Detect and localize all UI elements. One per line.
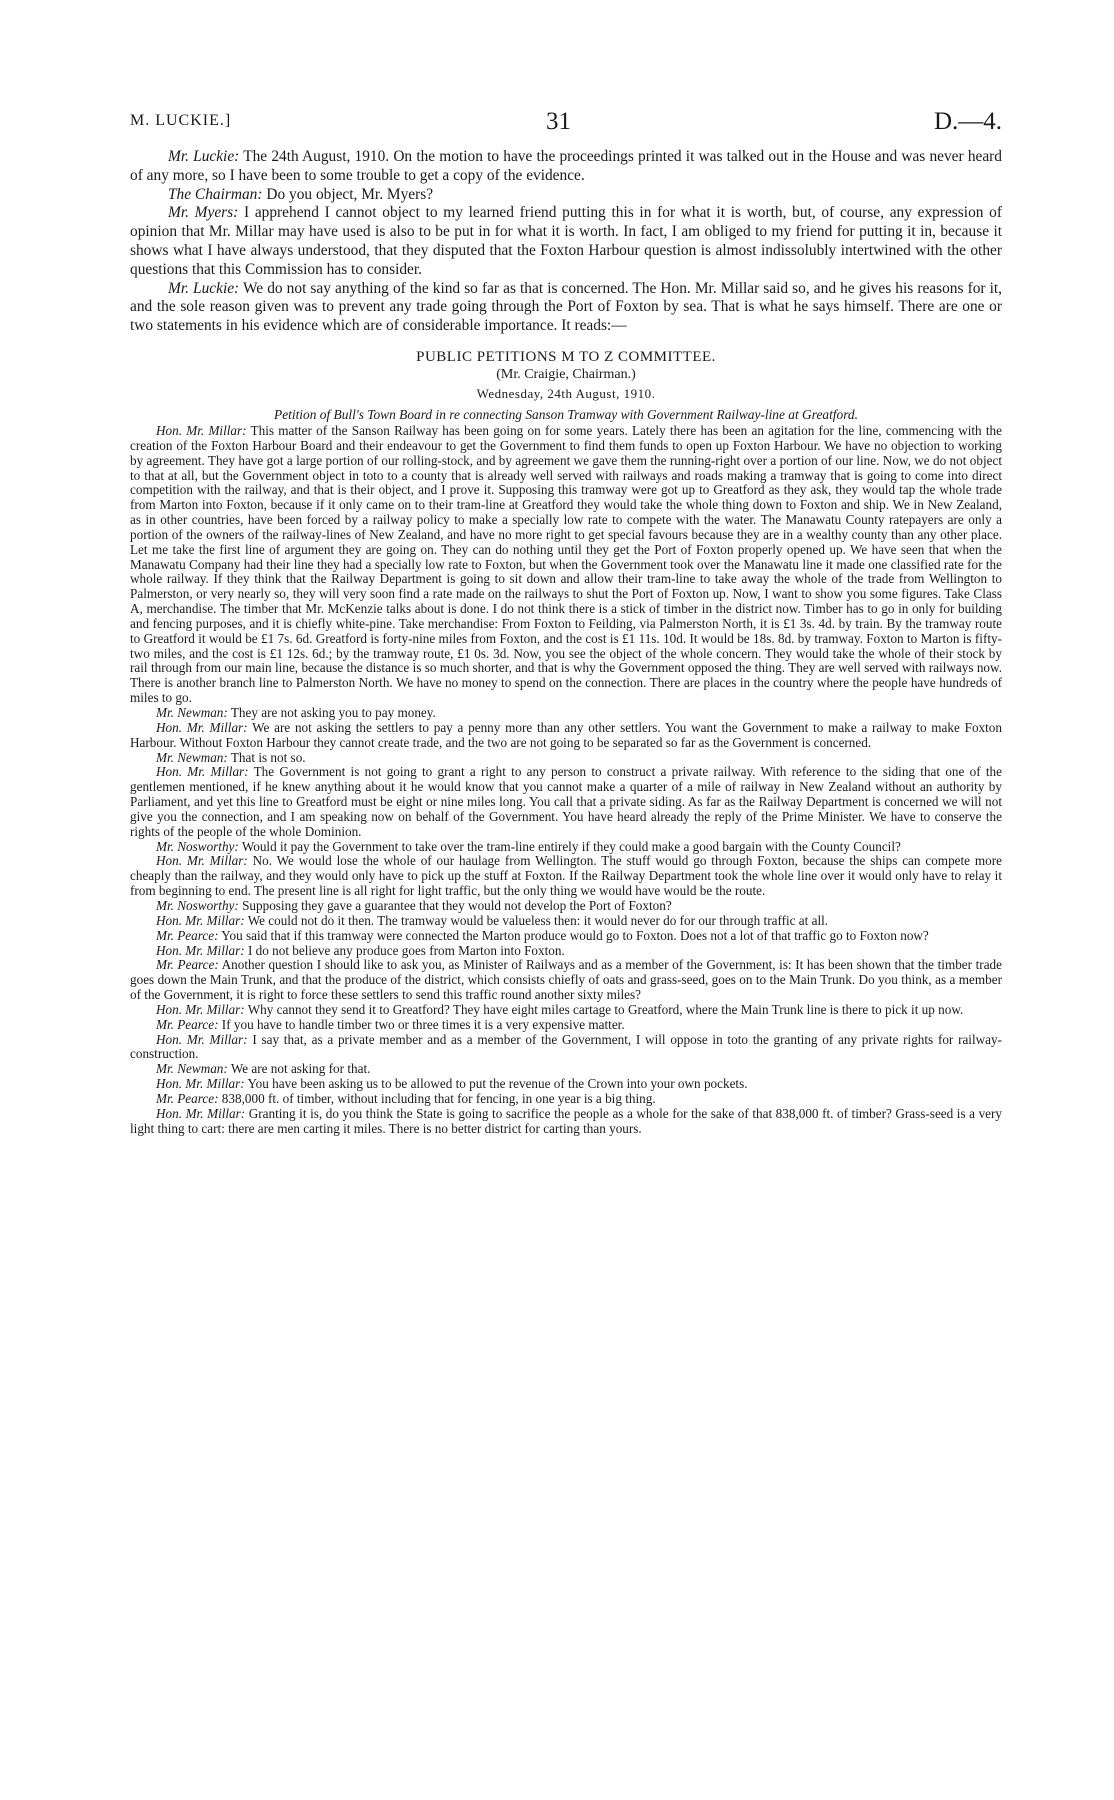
evidence-paragraph — [130, 958, 1002, 1003]
page-header — [130, 108, 1002, 148]
speaker: Mr. Luckie: — [168, 279, 240, 297]
evidence-paragraph — [130, 854, 1002, 899]
speaker: Mr. Newman: — [156, 1061, 228, 1077]
document-page — [130, 108, 1002, 1136]
paragraph — [130, 280, 1002, 336]
speaker: Hon. Mr. Millar: — [156, 719, 248, 735]
speech: 838,000 ft. of timber, without including that for fencing, in one year is a big thing. — [218, 1090, 656, 1106]
evidence-paragraph — [130, 1107, 1002, 1137]
speaker: Mr. Luckie: — [168, 148, 240, 165]
speaker: Hon. Mr. Millar: — [156, 1105, 246, 1121]
speech: If you have to handle timber two or three times it is a very expensive matter. — [218, 1016, 625, 1032]
speech: Do you object, Mr. Myers? — [262, 185, 434, 203]
speaker: The Chairman: — [168, 185, 263, 203]
evidence-paragraph — [130, 765, 1002, 839]
speech: Would it pay the Government to take over the tram-line entirely if they could make a good bargain with the County Council? — [238, 838, 901, 854]
evidence-paragraph — [130, 944, 1002, 959]
evidence-paragraph — [130, 424, 1002, 706]
speech: We are not asking the settlers to pay a penny more than any other settlers. You want the Government to make a railway to make Foxton Harbour. Without Foxton Harbour they cannot create trade, and the two are not going to be separated so far as the Government is concerned. — [130, 719, 1002, 750]
speaker: Hon. Mr. Millar: — [156, 1001, 245, 1017]
speech: Granting it is, do you think the State is going to sacrifice the people as a whole for the sake of that 838,000 ft. of timber? Grass-seed is a very light thing to cart: there are men carting it miles. There is no better district for carting than yours. — [130, 1105, 1002, 1136]
paragraph — [130, 204, 1002, 279]
speaker: Hon. Mr. Millar: — [156, 1076, 245, 1092]
evidence-paragraph — [130, 1018, 1002, 1033]
speaker: Mr. Nosworthy: — [156, 838, 239, 854]
evidence-paragraph — [130, 899, 1002, 914]
speaker: Mr. Newman: — [156, 705, 228, 720]
speaker: Mr. Pearce: — [156, 1016, 219, 1032]
speech: The 24th August, 1910. On the motion to have the proceedings printed it was talked out in the House and was never heard of any more, so I have been to some trouble to get a copy of the evidence. — [130, 148, 1002, 184]
evidence-paragraph — [130, 840, 1002, 855]
paragraph — [130, 186, 1002, 205]
evidence-paragraph — [130, 706, 1002, 721]
committee-chairman: (Mr. Craigie, Chairman.) — [496, 366, 636, 382]
petition-title: Petition of Bull's Town Board in re connecting Sanson Tramway with Government Railway-line at Greatford. — [274, 406, 858, 422]
speaker: Hon. Mr. Millar: — [156, 942, 245, 958]
speech: I do not believe any produce goes from Marton into Foxton. — [244, 942, 565, 958]
speech: I apprehend I cannot object to my learned friend putting this in for what it is worth, but, of course, any expression of opinion that Mr. Millar may have used is also to be put in for what it is worth. In fact, I am obliged to my friend for putting it in, because it shows what I have always understood, that they disputed that the Foxton Harbour question is almost indissolubly intertwined with the other questions that this Commission has to consider. — [130, 204, 1002, 278]
document-code: D.—4. — [933, 108, 1002, 135]
evidence-paragraph — [130, 1077, 1002, 1092]
speech: Another question I should like to ask you, as Minister of Railways and as a member of the Government, is: It has been shown that the timber trade goes down the Main Trunk, and that the produce of the district, which consists chiefly of oats and grass-seed, goes on to the Main Trunk. Do you think, as a member of the Government, it is right to force these settlers to send this traffic round another sixty miles? — [130, 957, 1002, 1003]
speech: We are not asking for that. — [227, 1061, 371, 1077]
paragraph — [130, 148, 1002, 186]
speaker: Mr. Pearce: — [156, 1090, 219, 1106]
speaker: Mr. Newman: — [156, 749, 228, 765]
speaker: Mr. Pearce: — [156, 927, 219, 943]
page-number: 31 — [546, 108, 571, 135]
speaker: Mr. Myers: — [168, 204, 239, 222]
hearing-date: Wednesday, 24th August, 1910. — [476, 385, 656, 401]
evidence-paragraph — [130, 914, 1002, 929]
evidence-paragraph — [130, 1003, 1002, 1018]
speaker: Mr. Nosworthy: — [156, 897, 239, 913]
speech: You have been asking us to be allowed to put the revenue of the Crown into your own pockets. — [244, 1076, 748, 1092]
speech: Why cannot they send it to Greatford? They have eight miles cartage to Greatford, where the Main Trunk line is there to pick it up now. — [244, 1001, 964, 1017]
speech: You said that if this tramway were connected the Marton produce would go to Foxton. Does not a lot of that traffic go to Foxton now? — [218, 927, 929, 943]
intro-text — [130, 148, 1002, 336]
evidence-paragraph — [130, 751, 1002, 766]
evidence-text — [130, 424, 1002, 1137]
evidence-paragraph — [130, 1033, 1002, 1063]
evidence-paragraph — [130, 929, 1002, 944]
speaker: Hon. Mr. Millar: — [156, 1031, 248, 1047]
committee-title: PUBLIC PETITIONS M TO Z COMMITTEE. — [416, 348, 716, 365]
speech: The Government is not going to grant a right to any person to construct a private railway. With reference to the siding that one of the gentlemen mentioned, if he knew anything about it he would know that you cannot make a quarter of a mile of railway in New Zealand without an authority by Parliament, and yet this line to Greatford must be eight or nine miles long. You call that a private siding. As far as the Railway Department is concerned we will not give you the connection, and I am speaking now on behalf of the Government. You have heard already the reply of the Prime Minister. We have to conserve the rights of the people of the whole Dominion. — [130, 764, 1002, 839]
speech: No. We would lose the whole of our haulage from Wellington. The stuff would go through Foxton, because the ships can compete more cheaply than the railway, and they would only have to pick up the stuff at Foxton. If the Railway Department took the whole line over it would only have to relay it from beginning to end. The present line is all right for light traffic, but the only thing we would have would be the route. — [130, 853, 1002, 899]
running-head-left: M. LUCKIE.] — [130, 112, 232, 129]
evidence-paragraph — [130, 1092, 1002, 1107]
speech: I say that, as a private member and as a member of the Government, I will oppose in toto the granting of any private rights for railway-construction. — [130, 1031, 1002, 1062]
speaker: Hon. Mr. Millar: — [156, 853, 248, 869]
speaker: Hon. Mr. Millar: — [156, 422, 247, 438]
speech: They are not asking you to pay money. — [227, 705, 436, 720]
speech: That is not so. — [227, 749, 306, 765]
evidence-paragraph — [130, 721, 1002, 751]
speech: We do not say anything of the kind so far as that is concerned. The Hon. Mr. Millar said so, and he gives his reasons for it, and the sole reason given was to prevent any trade going through the Port of Foxton by sea. That is what he says himself. There are one or two statements in his evidence which are of considerable importance. It reads:— — [130, 279, 1002, 335]
speaker: Mr. Pearce: — [156, 957, 219, 973]
evidence-paragraph — [130, 1062, 1002, 1077]
speaker: Hon. Mr. Millar: — [156, 764, 249, 780]
speech: This matter of the Sanson Railway has been going on for some years. Lately there has been an agitation for the line, commencing with the creation of the Foxton Harbour Board and their endeavour to get the Government to find them funds to open up Foxton Harbour. We have no objection to working by agreement. They have got a large portion of our rolling-stock, and by agreement we gave them the running-right over a portion of our line. Now, we do not object to that at all, but the Government object in toto to a county that is already well served with railways and roads making a tramway that is going to come into direct competition with the railway, and that is their object, and I prove it. Supposing this tramway were got up to Greatford as they ask, they would tap the whole trade from Marton into Foxton, because if it only came on to their tram-line at Greatford they would take the whole thing down to Foxton and ship. We in New Zealand, as in other countries, have been forced by a railway policy to make a specially low rate to compete with the water. The Manawatu County ratepayers are only a portion of the owners of the railway-lines of New Zealand, and have no more right to get special favours because they are in a wealthy county than any other place. Let me take the first line of argument they are going on. They can do nothing until they get the Port of Foxton properly opened up. We have seen that when the Manawatu Company had their line they had a specially low rate to Foxton, but when the Government took over the Manawatu line it made one classified rate for the whole railway. If they think that the Railway Department is going to sit down and allow their tram-line to take away the whole of the trade from Wellington to Palmerston, or very nearly so, they will very soon find a rate made on the railways to shut the Port of Foxton up. Now, I want to show you some figures. Take Class A, merchandise. The timber that Mr. McKenzie talks about is done. I do not think there is a stick of timber in the district now. Timber has to go in only for building and fencing purposes, and it is chiefly white-pine. Take merchandise: From Foxton to Feilding, via Palmerston North, it is £1 3s. 4d. by train. By the tramway route to Greatford it would be £1 7s. 6d. Greatford is forty-nine miles from Foxton, and the cost is £1 11s. 10d. It would be 18s. 8d. by tramway. Foxton to Marton is fifty-two miles, and the cost is £1 12s. 6d.; by the tramway route, £1 0s. 3d. Now, you see the object of the whole concern. They would take the whole of their stock by rail through from our main line, because the distance is so much shorter, and that is why the Government opposed the thing. They are well served with railways now. There is another branch line to Palmerston North. We have no money to spend on the connection. There are places in the country where the people have hundreds of miles to go. — [130, 422, 1002, 706]
speaker: Hon. Mr. Millar: — [156, 912, 245, 928]
speech: Supposing they gave a guarantee that they would not develop the Port of Foxton? — [238, 897, 672, 913]
speech: We could not do it then. The tramway would be valueless then: it would never do for our through traffic at all. — [244, 912, 829, 928]
